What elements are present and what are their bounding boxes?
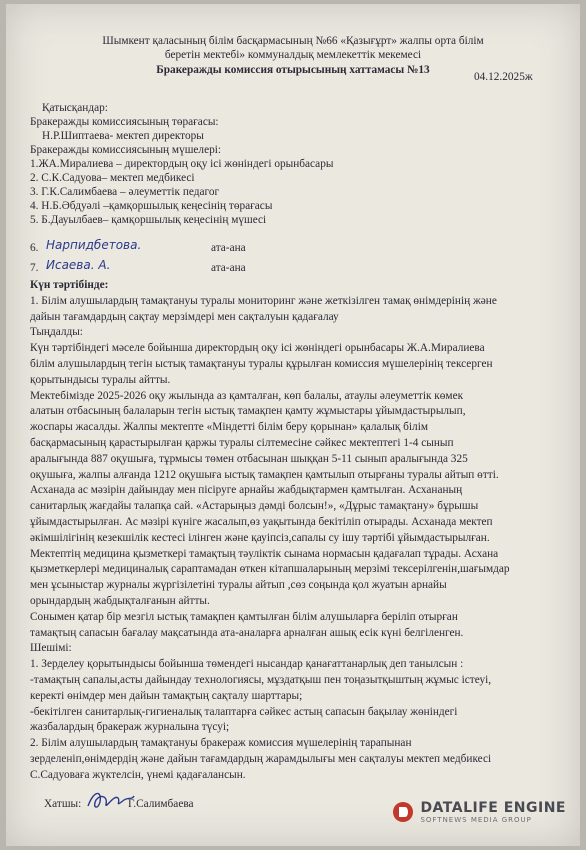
document-title: Бракеражды комиссия отырысының хаттамасы №13: [156, 64, 430, 76]
secretary-name: Г.Салимбаева: [128, 798, 194, 810]
participant-line: Бракеражды комиссиясының төрағасы:: [30, 116, 219, 128]
participant-line: 3. Г.К.Салимбаева – әлеуметтік педагог: [30, 186, 220, 198]
participant-line: 5. Б.Дауылбаев– қамқоршылық кеңесінің мүшесі: [30, 214, 267, 226]
agenda-line: санитарлық жағдайы талапқа сай. «Астарыңыз дәмді болсын!», «Дұрыс тамақтану» бұрышы: [30, 500, 479, 513]
agenda-line: алатын отбасының балаларын тегін ыстық тамақпен қамту жұмыстары ұйымдастырылып,: [30, 405, 466, 418]
parent-1-handwritten-name: Нарпидбетова.: [46, 238, 142, 252]
participant-line: 1.ЖА.Миралиева – директордың оқу ісі жөніндегі орынбасары: [30, 158, 334, 170]
header-line-2: беретін мектебі» коммуналдық мемлекеттік мекемесі: [164, 49, 422, 61]
agenda-line: дайын тағамдардың сақтау мерзімдері мен сақталуын қадағалау: [30, 310, 339, 323]
agenda-line: Күн тәртібіндегі мәселе бойынша директордың оқу ісі жөніндегі орынбасары Ж.А.Миралиева: [30, 342, 485, 355]
agenda-line: жазбалардың бракераж журналына түсуі;: [30, 721, 230, 734]
participant-line: Бракеражды комиссиясының мүшелері:: [30, 144, 222, 156]
participant-line: 2. С.К.Садуова– мектеп медбикесі: [30, 172, 195, 184]
watermark-subtitle: SOFTNEWS MEDIA GROUP: [420, 816, 532, 824]
agenda-line: 1. Зерделеу қорытындысы бойынша төмендегі нысандар қанағаттанарлық деп танылсын :: [30, 658, 464, 671]
agenda-line: әкімшілігінің кезекшілік кестесі ілінген және қауіпсіз,сапалы су ішу тәртібі ұйымдастырылған.: [30, 531, 490, 544]
agenda-line: 1. Білім алушылардың тамақтануы туралы мониторинг және жеткізілген тамақ өнімдерінің және: [30, 294, 497, 307]
secretary-label: Хатшы:: [44, 798, 82, 810]
agenda-line: аралығында 887 оқушыға, тұрмысы төмен отбасынан шыққан 5-11 сынып аралығында 325: [30, 452, 468, 465]
agenda-line: жоспары жасалды. Жалпы мектепте «Міндетті білім беру қорынан» қалалық білім: [30, 421, 428, 434]
document-page: [6, 4, 580, 846]
agenda-line: Сонымен қатар бір мезгіл ыстық тамақпен қамтылған білім алушыларға беріліп отырған: [30, 610, 458, 623]
datalife-logo-icon: [392, 801, 414, 823]
agenda-heading: Күн тәртібінде:: [30, 279, 109, 291]
parent-2-number: 7.: [30, 262, 39, 274]
agenda-line: Шешімі:: [30, 642, 72, 655]
agenda-line: қорытындысы туралы айтты.: [30, 373, 171, 386]
agenda-line: мен ұсыныстар журналы жүргізілетіні туралы айтып ,сөз соңында қол жуатын арнайы: [30, 579, 447, 592]
agenda-line: басқармасының қарастырылған қаржы туралы сілтемесіне сәйкес мектептегі 1-4 сынып: [30, 437, 454, 449]
parent-1-number: 6.: [30, 242, 39, 254]
agenda-line: зерделеніп,өнімдердің және дайын тағамдардың жарамдылығы мен сақталуы мектеп медбикесі: [30, 753, 492, 765]
agenda-line: керекті өнімдер мен дайын тамақтың сақталу шарттары;: [30, 689, 303, 702]
parent-1-role: ата-ана: [211, 242, 246, 254]
agenda-line: Тыңдалды:: [30, 326, 83, 339]
agenda-line: Мектебімізде 2025-2026 оқу жылында аз қамталған, көп балалы, атаулы әлеуметтік көмек: [30, 389, 464, 402]
agenda-line: оқушыға, жалпы алғанда 1212 оқушыға ыстық тамақпен қамтылып отырғаны туралы айтып өтті.: [30, 468, 499, 481]
parent-2-role: ата-ана: [211, 262, 246, 274]
agenda-line: -бекітілген санитарлық-гигиеналық талаптарға сәйкес астың сапасын бақылау жөніндегі: [30, 705, 458, 718]
agenda-line: -тамақтың сапалы,асты дайындау технологиясы, мұздатқыш пен тоңазытқыштың жұмыс істеуі,: [30, 674, 492, 686]
participant-line: 4. Н.Б.Әбдуәлі –қамқоршылық кеңесінің төрағасы: [30, 200, 273, 212]
agenda-line: С.Садуоваға жүктелсін, үнемі қадағалансын.: [30, 768, 246, 781]
agenda-line: орындардың жабдықталғанын айтты.: [30, 595, 210, 607]
agenda-line: ұйымдастырылған. Ас мәзірі күніге жасалып,өз уақытында бекітіліп отырады. Асханада мектеп: [30, 516, 493, 528]
agenda-line: қызметкерлері медициналық сараптамадан өткен кітапшаларының мерзімі тексерілгенін,шағымдар: [30, 563, 510, 576]
agenda-line: Мектептің медицина қызметкері тамақтың тәуліктік сынама нормасын қадағалап тұрады. Асхана: [30, 547, 499, 560]
watermark: [392, 800, 566, 824]
participant-line: Қатысқандар:: [42, 102, 108, 114]
document-date: 04.12.2025ж: [474, 71, 533, 83]
participant-line: Н.Р.Шиптаева- мектеп директоры: [42, 130, 204, 142]
watermark-title: DATALIFE ENGINE: [420, 800, 566, 816]
agenda-line: 2. Білім алушылардың тамақтануы бракераж комиссия мүшелерінің тарапынан: [30, 737, 412, 750]
parent-2-handwritten-name: Исаева. А.: [46, 258, 111, 272]
agenda-line: тамақтың сапасын бағалау мақсатында ата-аналарға арналған ашық есік күні белгіленген.: [30, 626, 464, 639]
header-line-1: Шымкент қаласының білім басқармасының №66 «Қазығұрт» жалпы орта білім: [102, 35, 484, 47]
agenda-line: білім алушылардың тегін ыстық тамақтануы туралы құрылған комиссия мүшелерінің тексерген: [30, 358, 493, 370]
agenda-line: Асханада ас мәзірін дайындау мен пісіруге арнайы жабдықтармен қамтылған. Асхананың: [30, 484, 463, 497]
